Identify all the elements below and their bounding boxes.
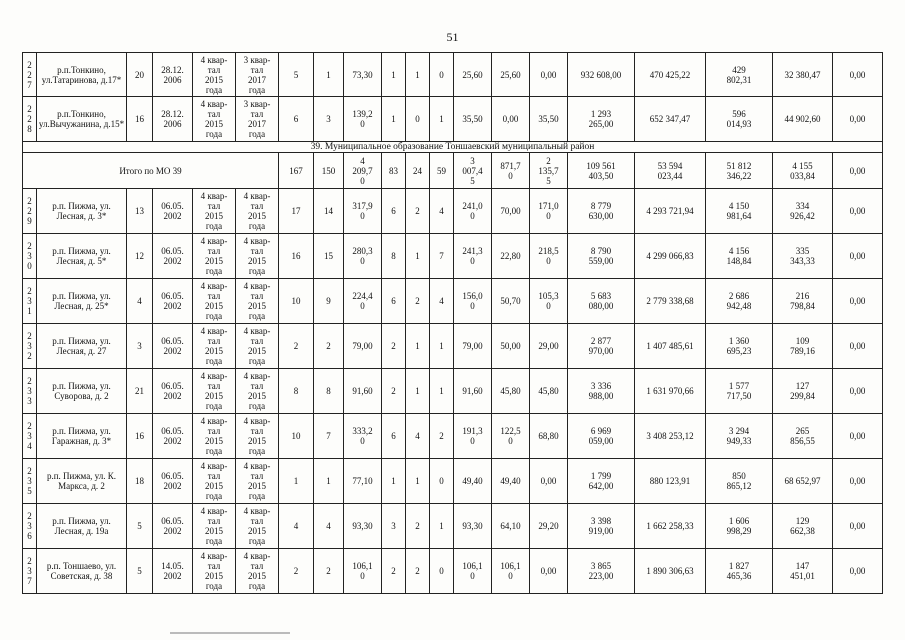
cell-q1: 4 квар- тал 2015 года xyxy=(193,279,236,324)
table-row xyxy=(23,324,883,369)
cell-c3: 139,2 0 xyxy=(344,97,382,142)
cell-c7: 93,30 xyxy=(454,504,492,549)
cell-c9: 29,00 xyxy=(530,324,568,369)
cell-address: р.п. Пижма, ул. Лесная, д. 19а xyxy=(37,504,127,549)
table-row xyxy=(23,414,883,459)
cell-no: 2 3 4 xyxy=(23,414,37,459)
cell-c14: 0,00 xyxy=(833,324,883,369)
cell-year: 5 xyxy=(127,504,153,549)
cell-c9: 218,5 0 xyxy=(530,234,568,279)
cell-no: 2 3 7 xyxy=(23,549,37,594)
cell-c3: 79,00 xyxy=(344,324,382,369)
cell-c8: 50,00 xyxy=(492,324,530,369)
cell-c1: 6 xyxy=(279,97,314,142)
cell-c13: 216 798,84 xyxy=(773,279,833,324)
cell-c1: 17 xyxy=(279,189,314,234)
cell-c6: 1 xyxy=(430,369,454,414)
cell-no: 2 3 0 xyxy=(23,234,37,279)
cell-no: 2 3 3 xyxy=(23,369,37,414)
cell-c3: 224,4 0 xyxy=(344,279,382,324)
cell-c10: 3 865 223,00 xyxy=(568,549,635,594)
cell-c2: 15 xyxy=(314,234,344,279)
cell-c13: 265 856,55 xyxy=(773,414,833,459)
rows-after-section xyxy=(23,189,883,594)
cell-q2: 4 квар- тал 2015 года xyxy=(236,234,279,279)
cell-c13: 127 299,84 xyxy=(773,369,833,414)
cell-q2: 4 квар- тал 2015 года xyxy=(236,369,279,414)
cell-year: 20 xyxy=(127,53,153,97)
cell-c7: 241,0 0 xyxy=(454,189,492,234)
total-cell: 51 812 346,22 xyxy=(706,153,773,189)
cell-c14: 0,00 xyxy=(833,234,883,279)
cell-no: 2 3 6 xyxy=(23,504,37,549)
housing-table xyxy=(22,52,883,594)
cell-q1: 4 квар- тал 2015 года xyxy=(193,414,236,459)
cell-c10: 1 293 265,00 xyxy=(568,97,635,142)
cell-c8: 22,80 xyxy=(492,234,530,279)
cell-c5: 2 xyxy=(406,279,430,324)
cell-q1: 4 квар- тал 2015 года xyxy=(193,234,236,279)
cell-c4: 6 xyxy=(382,189,406,234)
total-cell: 109 561 403,50 xyxy=(568,153,635,189)
cell-c4: 2 xyxy=(382,324,406,369)
cell-c9: 68,80 xyxy=(530,414,568,459)
cell-date: 28.12. 2006 xyxy=(153,97,193,142)
cell-c11: 1 662 258,33 xyxy=(635,504,706,549)
cell-date: 06.05. 2002 xyxy=(153,324,193,369)
total-cell: 3 007,4 5 xyxy=(454,153,492,189)
cell-c10: 3 336 988,00 xyxy=(568,369,635,414)
cell-c4: 1 xyxy=(382,459,406,504)
cell-c14: 0,00 xyxy=(833,414,883,459)
cell-c1: 5 xyxy=(279,53,314,97)
cell-q1: 4 квар- тал 2015 года xyxy=(193,369,236,414)
cell-c4: 1 xyxy=(382,97,406,142)
cell-date: 06.05. 2002 xyxy=(153,189,193,234)
cell-c4: 3 xyxy=(382,504,406,549)
rows-before-section xyxy=(23,53,883,142)
cell-c2: 1 xyxy=(314,53,344,97)
cell-year: 16 xyxy=(127,97,153,142)
cell-q2: 4 квар- тал 2015 года xyxy=(236,414,279,459)
cell-no: 2 3 2 xyxy=(23,324,37,369)
cell-c9: 29,20 xyxy=(530,504,568,549)
cell-c10: 8 790 559,00 xyxy=(568,234,635,279)
cell-c11: 1 407 485,61 xyxy=(635,324,706,369)
cell-q1: 4 квар- тал 2015 года xyxy=(193,549,236,594)
cell-c14: 0,00 xyxy=(833,504,883,549)
section-block xyxy=(23,142,883,189)
cell-c6: 1 xyxy=(430,97,454,142)
cell-c11: 470 425,22 xyxy=(635,53,706,97)
cell-c5: 2 xyxy=(406,189,430,234)
cell-year: 18 xyxy=(127,459,153,504)
cell-c13: 109 789,16 xyxy=(773,324,833,369)
table-row xyxy=(23,189,883,234)
total-cell: 167 xyxy=(279,153,314,189)
cell-c7: 25,60 xyxy=(454,53,492,97)
cell-c1: 8 xyxy=(279,369,314,414)
cell-c11: 3 408 253,12 xyxy=(635,414,706,459)
cell-c13: 32 380,47 xyxy=(773,53,833,97)
cell-c14: 0,00 xyxy=(833,279,883,324)
cell-c6: 4 xyxy=(430,189,454,234)
cell-q2: 4 квар- тал 2015 года xyxy=(236,459,279,504)
cell-c11: 1 631 970,66 xyxy=(635,369,706,414)
cell-address: р.п. Пижма, ул. Лесная, д. 27 xyxy=(37,324,127,369)
cell-c3: 333,2 0 xyxy=(344,414,382,459)
cell-date: 06.05. 2002 xyxy=(153,414,193,459)
cell-c1: 10 xyxy=(279,279,314,324)
cell-no: 2 2 8 xyxy=(23,97,37,142)
total-label: Итого по МО 39 xyxy=(23,153,279,189)
cell-c4: 1 xyxy=(382,53,406,97)
cell-address: р.п. Тоншаево, ул. Советская, д. 38 xyxy=(37,549,127,594)
cell-c13: 44 902,60 xyxy=(773,97,833,142)
cell-c3: 317,9 0 xyxy=(344,189,382,234)
cell-c7: 191,3 0 xyxy=(454,414,492,459)
cell-c9: 105,3 0 xyxy=(530,279,568,324)
cell-c6: 4 xyxy=(430,279,454,324)
cell-c10: 932 608,00 xyxy=(568,53,635,97)
cell-date: 28.12. 2006 xyxy=(153,53,193,97)
cell-c8: 50,70 xyxy=(492,279,530,324)
cell-c12: 596 014,93 xyxy=(706,97,773,142)
total-cell: 4 209,7 0 xyxy=(344,153,382,189)
cell-date: 14.05. 2002 xyxy=(153,549,193,594)
cell-c11: 4 299 066,83 xyxy=(635,234,706,279)
cell-no: 2 2 7 xyxy=(23,53,37,97)
cell-q2: 3 квар- тал 2017 года xyxy=(236,53,279,97)
total-cell: 83 xyxy=(382,153,406,189)
cell-c7: 91,60 xyxy=(454,369,492,414)
cell-c12: 1 606 998,29 xyxy=(706,504,773,549)
cell-c2: 9 xyxy=(314,279,344,324)
cell-c9: 0,00 xyxy=(530,459,568,504)
cell-c12: 1 577 717,50 xyxy=(706,369,773,414)
cell-q2: 3 квар- тал 2017 года xyxy=(236,97,279,142)
cell-c6: 0 xyxy=(430,549,454,594)
cell-c4: 8 xyxy=(382,234,406,279)
cell-c10: 6 969 059,00 xyxy=(568,414,635,459)
cell-c4: 6 xyxy=(382,279,406,324)
cell-c3: 77,10 xyxy=(344,459,382,504)
cell-no: 2 3 5 xyxy=(23,459,37,504)
cell-c5: 4 xyxy=(406,414,430,459)
cell-q1: 4 квар- тал 2015 года xyxy=(193,324,236,369)
cell-q1: 4 квар- тал 2015 года xyxy=(193,459,236,504)
cell-c8: 0,00 xyxy=(492,97,530,142)
cell-q1: 4 квар- тал 2015 года xyxy=(193,97,236,142)
cell-date: 06.05. 2002 xyxy=(153,279,193,324)
cell-c2: 4 xyxy=(314,504,344,549)
cell-c8: 49,40 xyxy=(492,459,530,504)
cell-c12: 429 802,31 xyxy=(706,53,773,97)
cell-c8: 106,1 0 xyxy=(492,549,530,594)
page-number: 51 xyxy=(446,30,459,44)
cell-c1: 2 xyxy=(279,324,314,369)
cell-c12: 1 827 465,36 xyxy=(706,549,773,594)
cell-c5: 1 xyxy=(406,459,430,504)
cell-c5: 2 xyxy=(406,504,430,549)
cell-address: р.п. Пижма, ул. Лесная, д. 25* xyxy=(37,279,127,324)
cell-c11: 652 347,47 xyxy=(635,97,706,142)
cell-address: р.п. Пижма, ул. Суворова, д. 2 xyxy=(37,369,127,414)
cell-date: 06.05. 2002 xyxy=(153,234,193,279)
cell-q1: 4 квар- тал 2015 года xyxy=(193,189,236,234)
cell-c3: 91,60 xyxy=(344,369,382,414)
cell-c14: 0,00 xyxy=(833,549,883,594)
cell-c3: 106,1 0 xyxy=(344,549,382,594)
cell-c7: 79,00 xyxy=(454,324,492,369)
cell-q2: 4 квар- тал 2015 года xyxy=(236,324,279,369)
cell-c7: 106,1 0 xyxy=(454,549,492,594)
cell-c3: 280,3 0 xyxy=(344,234,382,279)
cell-c1: 2 xyxy=(279,549,314,594)
cell-c9: 0,00 xyxy=(530,53,568,97)
cell-c14: 0,00 xyxy=(833,369,883,414)
cell-c1: 1 xyxy=(279,459,314,504)
cell-c14: 0,00 xyxy=(833,459,883,504)
cell-c11: 4 293 721,94 xyxy=(635,189,706,234)
cell-c12: 3 294 949,33 xyxy=(706,414,773,459)
cell-c12: 1 360 695,23 xyxy=(706,324,773,369)
cell-c7: 49,40 xyxy=(454,459,492,504)
cell-address: р.п. Пижма, ул. Гаражная, д. 3* xyxy=(37,414,127,459)
cell-c10: 2 877 970,00 xyxy=(568,324,635,369)
cell-address: р.п. Пижма, ул. Лесная, д. 5* xyxy=(37,234,127,279)
total-cell: 150 xyxy=(314,153,344,189)
cell-c6: 7 xyxy=(430,234,454,279)
cell-c13: 335 343,33 xyxy=(773,234,833,279)
cell-c11: 880 123,91 xyxy=(635,459,706,504)
cell-no: 2 2 9 xyxy=(23,189,37,234)
cell-c11: 2 779 338,68 xyxy=(635,279,706,324)
cell-year: 3 xyxy=(127,324,153,369)
cell-address: р.п. Пижма, ул. Лесная, д. 3* xyxy=(37,189,127,234)
cell-c6: 0 xyxy=(430,53,454,97)
cell-c13: 147 451,01 xyxy=(773,549,833,594)
cell-c3: 93,30 xyxy=(344,504,382,549)
cell-c13: 68 652,97 xyxy=(773,459,833,504)
table-row xyxy=(23,459,883,504)
table-row xyxy=(23,234,883,279)
cell-year: 16 xyxy=(127,414,153,459)
cell-c6: 0 xyxy=(430,459,454,504)
cell-c2: 14 xyxy=(314,189,344,234)
cell-date: 06.05. 2002 xyxy=(153,504,193,549)
total-cell: 4 155 033,84 xyxy=(773,153,833,189)
total-cell: 871,7 0 xyxy=(492,153,530,189)
cell-date: 06.05. 2002 xyxy=(153,369,193,414)
cell-q2: 4 квар- тал 2015 года xyxy=(236,504,279,549)
cell-c2: 2 xyxy=(314,549,344,594)
cell-c10: 3 398 919,00 xyxy=(568,504,635,549)
cell-c9: 171,0 0 xyxy=(530,189,568,234)
cell-year: 5 xyxy=(127,549,153,594)
cell-date: 06.05. 2002 xyxy=(153,459,193,504)
table-row xyxy=(23,549,883,594)
cell-q2: 4 квар- тал 2015 года xyxy=(236,189,279,234)
section-title: 39. Муниципальное образование Тоншаевский муниципальный район xyxy=(23,142,883,153)
cell-c7: 35,50 xyxy=(454,97,492,142)
cell-q2: 4 квар- тал 2015 года xyxy=(236,279,279,324)
cell-c4: 6 xyxy=(382,414,406,459)
cell-c8: 25,60 xyxy=(492,53,530,97)
cell-year: 21 xyxy=(127,369,153,414)
cell-c9: 0,00 xyxy=(530,549,568,594)
cell-c8: 70,00 xyxy=(492,189,530,234)
cell-no: 2 3 1 xyxy=(23,279,37,324)
cell-q2: 4 квар- тал 2015 года xyxy=(236,549,279,594)
cell-c1: 4 xyxy=(279,504,314,549)
cell-c6: 1 xyxy=(430,504,454,549)
cell-c5: 0 xyxy=(406,97,430,142)
cell-c4: 2 xyxy=(382,549,406,594)
cell-c10: 5 683 080,00 xyxy=(568,279,635,324)
cell-c2: 3 xyxy=(314,97,344,142)
table-row xyxy=(23,97,883,142)
cell-c12: 4 150 981,64 xyxy=(706,189,773,234)
cell-c4: 2 xyxy=(382,369,406,414)
cell-q1: 4 квар- тал 2015 года xyxy=(193,53,236,97)
total-cell: 59 xyxy=(430,153,454,189)
total-cell: 2 135,7 5 xyxy=(530,153,568,189)
cell-c1: 10 xyxy=(279,414,314,459)
cell-c9: 35,50 xyxy=(530,97,568,142)
total-cell: 0,00 xyxy=(833,153,883,189)
cell-c14: 0,00 xyxy=(833,189,883,234)
cell-c5: 1 xyxy=(406,234,430,279)
cell-year: 4 xyxy=(127,279,153,324)
cell-c14: 0,00 xyxy=(833,53,883,97)
cell-c12: 4 156 148,84 xyxy=(706,234,773,279)
cell-c11: 1 890 306,63 xyxy=(635,549,706,594)
cell-year: 12 xyxy=(127,234,153,279)
cell-address: р.п.Тонкино, ул.Татаринова, д.17* xyxy=(37,53,127,97)
cell-c7: 156,0 0 xyxy=(454,279,492,324)
cell-c7: 241,3 0 xyxy=(454,234,492,279)
cell-c2: 8 xyxy=(314,369,344,414)
cell-c5: 1 xyxy=(406,53,430,97)
cell-c12: 850 865,12 xyxy=(706,459,773,504)
cell-c6: 1 xyxy=(430,324,454,369)
cell-c1: 16 xyxy=(279,234,314,279)
cell-c2: 1 xyxy=(314,459,344,504)
cell-c2: 7 xyxy=(314,414,344,459)
cell-c13: 334 926,42 xyxy=(773,189,833,234)
total-cell: 24 xyxy=(406,153,430,189)
cell-c9: 45,80 xyxy=(530,369,568,414)
cell-q1: 4 квар- тал 2015 года xyxy=(193,504,236,549)
cell-c8: 122,5 0 xyxy=(492,414,530,459)
cell-c14: 0,00 xyxy=(833,97,883,142)
cell-c8: 64,10 xyxy=(492,504,530,549)
table-row xyxy=(23,279,883,324)
cell-c10: 8 779 630,00 xyxy=(568,189,635,234)
cell-c6: 2 xyxy=(430,414,454,459)
cell-c5: 1 xyxy=(406,324,430,369)
cell-c5: 1 xyxy=(406,369,430,414)
table-row xyxy=(23,504,883,549)
cell-c12: 2 686 942,48 xyxy=(706,279,773,324)
cell-year: 13 xyxy=(127,189,153,234)
cell-c3: 73,30 xyxy=(344,53,382,97)
total-cell: 53 594 023,44 xyxy=(635,153,706,189)
cell-address: р.п.Тонкино, ул.Вычужанина, д.15* xyxy=(37,97,127,142)
table-row xyxy=(23,369,883,414)
cell-c10: 1 799 642,00 xyxy=(568,459,635,504)
total-row xyxy=(23,153,883,189)
cell-address: р.п. Пижма, ул. К. Маркса, д. 2 xyxy=(37,459,127,504)
scan-artifact xyxy=(170,632,290,634)
cell-c8: 45,80 xyxy=(492,369,530,414)
table-row xyxy=(23,53,883,97)
cell-c5: 2 xyxy=(406,549,430,594)
cell-c2: 2 xyxy=(314,324,344,369)
cell-c13: 129 662,38 xyxy=(773,504,833,549)
